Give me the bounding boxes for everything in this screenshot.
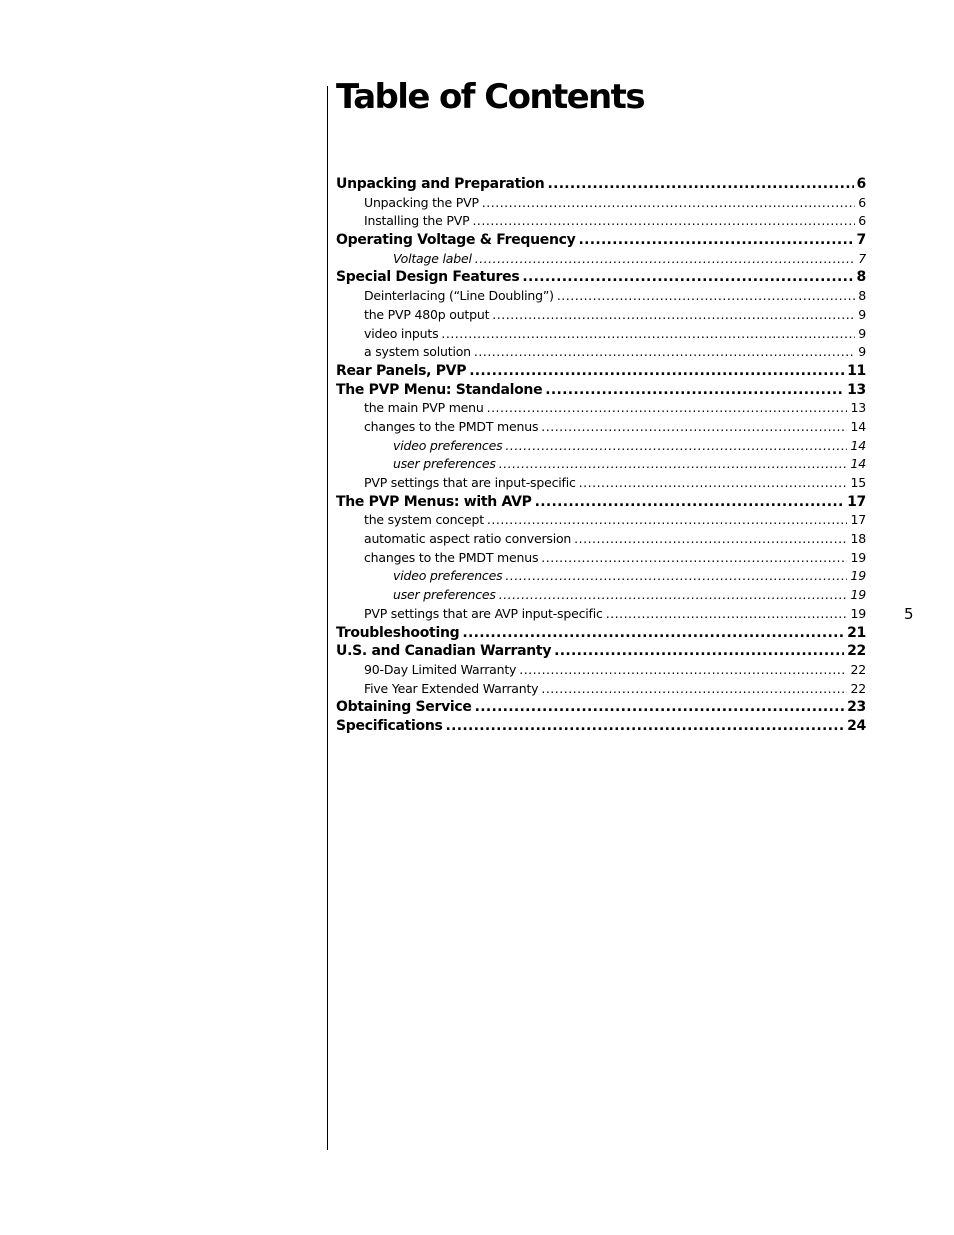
toc-entry-label: video inputs [364, 325, 439, 341]
toc-entry-label: video preferences [393, 437, 503, 453]
toc-entry-page: 7 [856, 232, 866, 249]
toc-entry-page: 8 [858, 288, 866, 304]
toc-entry-label: video preferences [393, 568, 503, 584]
toc-entry-label: the main PVP menu [364, 400, 484, 416]
vertical-divider-rule [327, 86, 328, 1150]
toc-entry-page: 19 [850, 605, 866, 621]
toc-entry-label: the system concept [364, 512, 484, 528]
toc-entry-label: user preferences [393, 587, 496, 603]
dot-leader [547, 174, 853, 193]
page-number: 5 [904, 605, 914, 623]
dot-leader [522, 267, 853, 286]
toc-entry-level-1 [336, 380, 866, 399]
dot-leader [475, 249, 856, 268]
toc-entry-level-2 [336, 548, 866, 567]
toc-entry-label: a system solution [364, 344, 471, 360]
toc-entry-label: Voltage label [393, 250, 472, 266]
dot-leader [446, 716, 845, 735]
toc-entry-level-2 [336, 417, 866, 436]
toc-entry-level-2 [336, 342, 866, 361]
toc-entry-level-2 [336, 473, 866, 492]
toc-entry-page: 17 [850, 512, 866, 528]
page-title: Table of Contents [336, 77, 644, 117]
dot-leader [541, 417, 847, 436]
toc-entry-page: 9 [858, 344, 866, 360]
toc-entry-level-2 [336, 679, 866, 698]
toc-entry-page: 19 [850, 568, 866, 584]
dot-leader [505, 566, 847, 585]
toc-entry-level-1 [336, 716, 866, 735]
dot-leader [487, 398, 848, 417]
toc-entry-page: 14 [850, 456, 866, 472]
toc-entry-page: 24 [847, 717, 866, 734]
toc-entry-label: PVP settings that are AVP input-specific [364, 605, 603, 621]
dot-leader [541, 679, 847, 698]
toc-entry-level-1 [336, 623, 866, 642]
toc-entry-page: 6 [858, 213, 866, 229]
toc-entry-label: The PVP Menus: with AVP [336, 493, 532, 510]
dot-leader [474, 342, 855, 361]
toc-entry-page: 21 [847, 624, 866, 641]
toc-entry-level-2 [336, 529, 866, 548]
dot-leader [492, 305, 855, 324]
toc-entry-level-1 [336, 174, 866, 193]
dot-leader [472, 211, 855, 230]
dot-leader [545, 380, 844, 399]
toc-entry-label: Obtaining Service [336, 699, 472, 716]
dot-leader [462, 623, 844, 642]
toc-entry-label: automatic aspect ratio conversion [364, 531, 572, 547]
dot-leader [554, 641, 844, 660]
dot-leader [557, 286, 855, 305]
toc-entry-label: Specifications [336, 717, 443, 734]
dot-leader [441, 324, 855, 343]
dot-leader [579, 473, 848, 492]
toc-entry-level-1 [336, 697, 866, 716]
toc-entry-label: Installing the PVP [364, 213, 470, 229]
toc-entry-level-2 [336, 193, 866, 212]
toc-entry-page: 9 [858, 306, 866, 322]
toc-entry-label: user preferences [393, 456, 496, 472]
toc-entry-page: 15 [850, 475, 866, 490]
toc-entry-page: 23 [847, 699, 866, 716]
toc-entry-page: 22 [847, 643, 866, 660]
toc-entry-page: 6 [858, 194, 866, 210]
dot-leader [574, 529, 847, 548]
toc-entry-label: Unpacking and Preparation [336, 176, 545, 192]
toc-entry-level-3 [336, 585, 866, 604]
dot-leader [541, 548, 847, 567]
toc-entry-level-2 [336, 305, 866, 324]
toc-entry-label: The PVP Menu: Standalone [336, 381, 543, 398]
toc-entry-label: Deinterlacing (“Line Doubling”) [364, 288, 554, 304]
dot-leader [499, 585, 848, 604]
toc-entry-label: U.S. and Canadian Warranty [336, 643, 552, 660]
dot-leader [475, 697, 845, 716]
toc-entry-level-1 [336, 641, 866, 660]
toc-entry-label: PVP settings that are input-specific [364, 475, 576, 490]
toc-entry-page: 6 [856, 176, 866, 192]
toc-entry-page: 8 [856, 269, 866, 286]
dot-leader [606, 604, 848, 623]
dot-leader [519, 660, 847, 679]
toc-entry-label: Operating Voltage & Frequency [336, 232, 576, 249]
toc-entry-page: 22 [850, 661, 866, 677]
toc-entry-page: 19 [850, 549, 866, 565]
toc-entry-level-1 [336, 267, 866, 286]
toc-entry-label: changes to the PMDT menus [364, 549, 539, 565]
toc-entry-page: 9 [858, 325, 866, 341]
toc-entry-level-2 [336, 286, 866, 305]
dot-leader [535, 492, 844, 511]
dot-leader [499, 454, 848, 473]
toc-entry-level-1 [336, 230, 866, 249]
dot-leader [487, 510, 848, 529]
toc-entry-label: Troubleshooting [336, 624, 460, 641]
toc-entry-level-3 [336, 454, 866, 473]
toc-entry-level-2 [336, 398, 866, 417]
toc-entry-label: Five Year Extended Warranty [364, 680, 539, 696]
toc-entry-label: Special Design Features [336, 269, 520, 286]
toc-entry-level-1 [336, 361, 866, 380]
toc-entry-label: Unpacking the PVP [364, 194, 479, 210]
toc-entry-level-3 [336, 436, 866, 455]
toc-entry-level-2 [336, 324, 866, 343]
toc-entry-page: 18 [850, 531, 866, 547]
toc-entry-page: 14 [850, 437, 866, 453]
table-of-contents-list [336, 174, 866, 735]
toc-entry-level-3 [336, 566, 866, 585]
toc-entry-page: 13 [847, 381, 866, 398]
dot-leader [505, 436, 847, 455]
toc-entry-page: 13 [850, 400, 866, 416]
toc-entry-label: changes to the PMDT menus [364, 418, 539, 434]
toc-entry-page: 17 [847, 493, 866, 510]
toc-entry-level-2 [336, 660, 866, 679]
toc-entry-level-1 [336, 492, 866, 511]
toc-entry-label: 90-Day Limited Warranty [364, 661, 517, 677]
toc-entry-label: Rear Panels, PVP [336, 362, 467, 379]
toc-entry-page: 19 [850, 587, 866, 603]
toc-entry-page: 7 [858, 250, 866, 266]
dot-leader [469, 361, 844, 380]
toc-entry-level-2 [336, 604, 866, 623]
toc-entry-level-3 [336, 249, 866, 268]
toc-entry-page: 14 [850, 418, 866, 434]
toc-entry-level-2 [336, 211, 866, 230]
dot-leader [578, 230, 853, 249]
dot-leader [482, 193, 855, 212]
toc-entry-page: 11 [847, 362, 866, 379]
toc-entry-level-2 [336, 510, 866, 529]
toc-entry-page: 22 [850, 680, 866, 696]
toc-entry-label: the PVP 480p output [364, 306, 490, 322]
